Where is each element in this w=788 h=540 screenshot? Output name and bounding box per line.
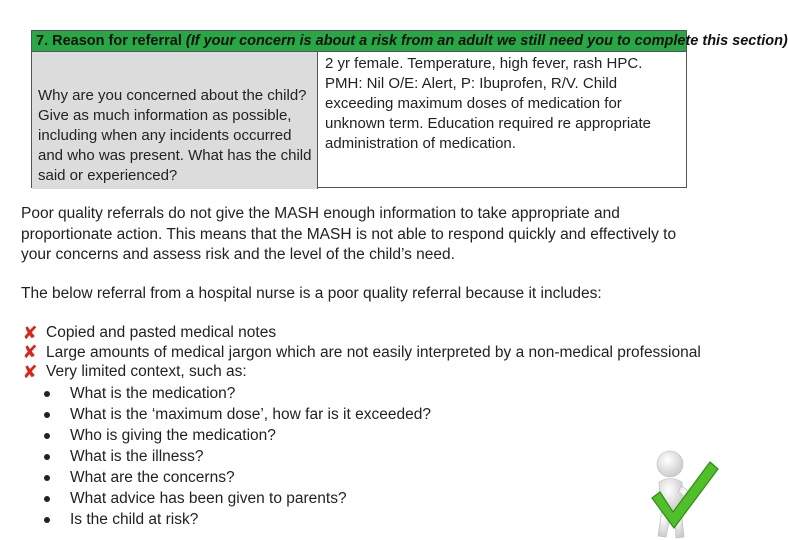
- list-item: [44, 404, 431, 425]
- referral-form-table: [31, 30, 788, 188]
- list-item: [44, 446, 431, 467]
- list-item-text: Copied and pasted medical notes: [46, 324, 277, 341]
- list-item-text: What is the medication?: [70, 385, 236, 402]
- list-item-text: Large amounts of medical jargon which are not easily interpreted by a non-medical professional: [46, 343, 701, 361]
- cross-icon: ✘: [22, 342, 38, 363]
- cross-icon: ✘: [22, 322, 38, 343]
- list-item: [44, 425, 431, 446]
- bullet-icon: [44, 391, 50, 397]
- list-item-text: What is the ‘maximum dose’, how far is it exceeded?: [70, 406, 431, 423]
- person-with-checkmark-icon: [640, 442, 720, 540]
- list-item: [44, 383, 431, 404]
- section-note: (If your concern is about a risk from an adult we still need you to complete this section): [185, 33, 788, 49]
- list-item-text: What advice has been given to parents?: [70, 490, 347, 507]
- bullet-icon: [44, 496, 50, 502]
- form-section-header: [32, 31, 788, 52]
- list-item: [44, 467, 431, 488]
- bullet-icon: [44, 475, 50, 481]
- referral-paragraph: The below referral from a hospital nurse is a poor quality referral because it includes:: [21, 285, 602, 302]
- bullet-icon: [44, 433, 50, 439]
- bullet-icon: [44, 517, 50, 523]
- context-question-list: [44, 383, 431, 530]
- question-cell: Why are you concerned about the child? Give as much information as possible, including when any incidents occurred and who was present. What has the child said or experienced?: [32, 52, 318, 189]
- list-item: [21, 323, 701, 343]
- form-row: [32, 52, 686, 189]
- cross-icon: ✘: [22, 361, 38, 382]
- list-item: [21, 362, 701, 382]
- list-item: [21, 343, 701, 363]
- list-item: [44, 488, 431, 509]
- section-title: 7. Reason for referral: [36, 33, 182, 49]
- list-item-text: What is the illness?: [70, 448, 204, 465]
- intro-paragraph: Poor quality referrals do not give the MASH enough information to take appropriate and proportionate action. This means that the MASH is not able to respond quickly and effectively to your concerns and assess risk and the level of the child’s need.: [21, 205, 677, 263]
- list-item-text: Who is giving the medication?: [70, 427, 276, 444]
- list-item-text: What are the concerns?: [70, 469, 235, 486]
- bullet-icon: [44, 454, 50, 460]
- list-item-text: Very limited context, such as:: [46, 363, 247, 380]
- bullet-icon: [44, 412, 50, 418]
- list-item-text: Is the child at risk?: [70, 511, 199, 528]
- problem-list: [21, 323, 701, 382]
- answer-cell: 2 yr female. Temperature, high fever, rash HPC. PMH: Nil O/E: Alert, P: Ibuprofen, R/V. Child exceeding maximum doses of medication for unknown term. Education required re appropriate administration of medication.: [325, 55, 652, 152]
- list-item: [44, 509, 431, 530]
